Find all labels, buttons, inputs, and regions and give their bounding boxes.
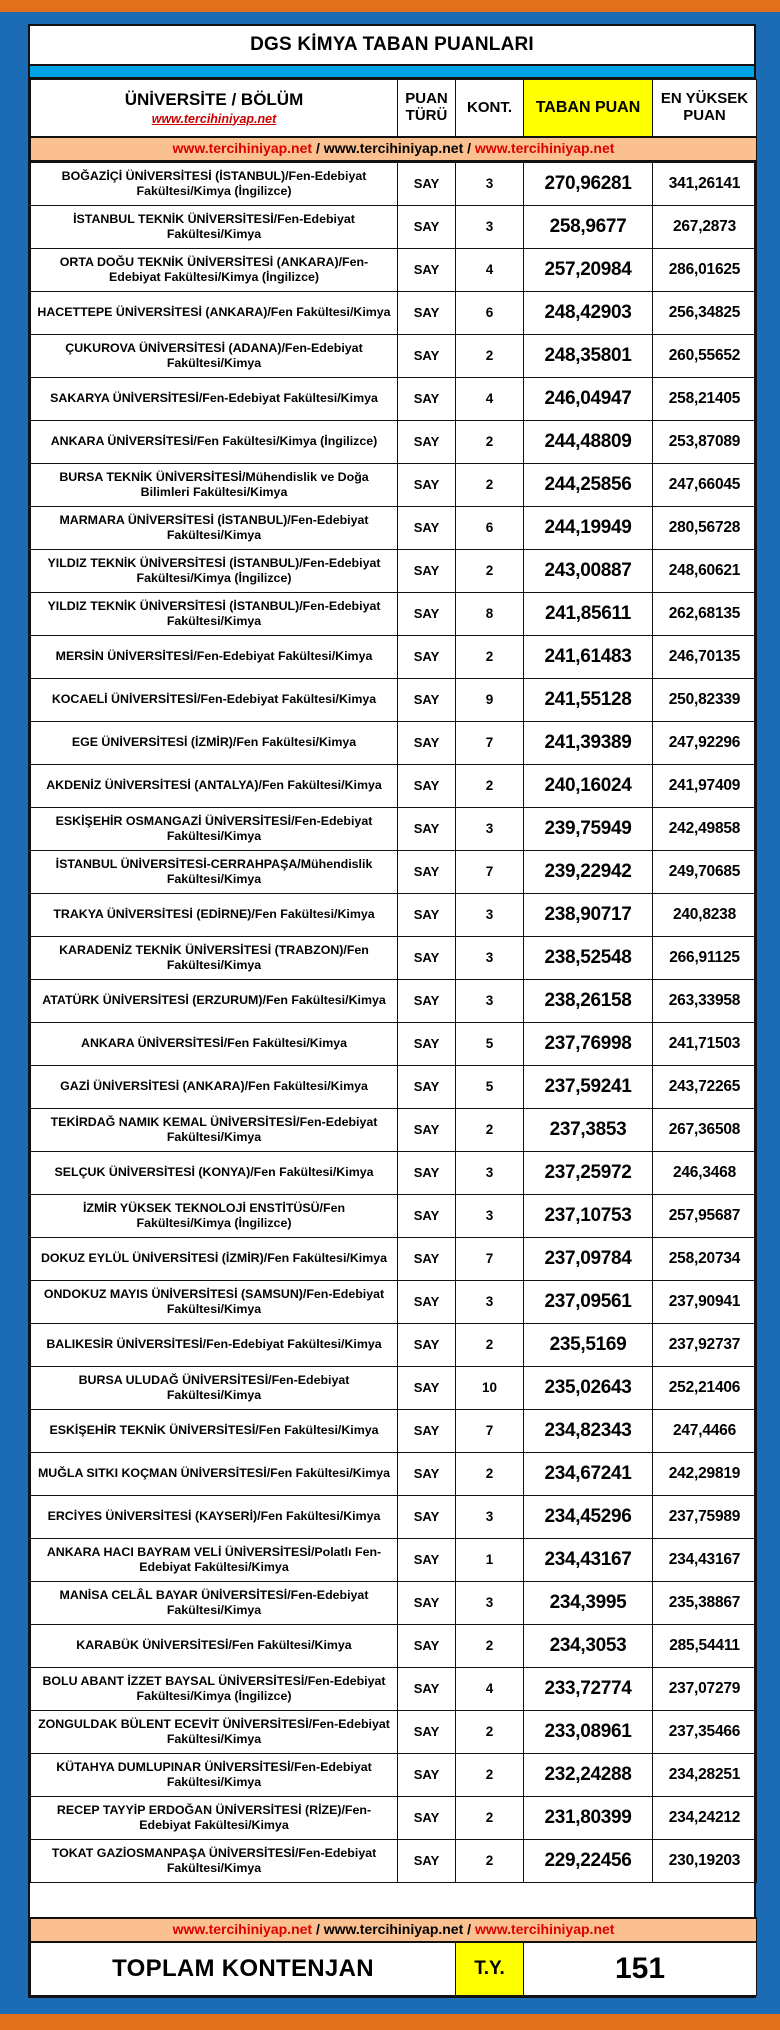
table-cell-university: ANKARA ÜNİVERSİTESİ/Fen Fakültesi/Kimya (İngilizce) (31, 421, 398, 464)
table-row (31, 1238, 757, 1281)
table-cell-university: AKDENİZ ÜNİVERSİTESİ (ANTALYA)/Fen Fakültesi/Kimya (31, 765, 398, 808)
table-cell-university: KARABÜK ÜNİVERSİTESİ/Fen Fakültesi/Kimya (31, 1625, 398, 1668)
table-cell-highest-score: 250,82339 (653, 679, 757, 722)
table-cell-highest-score: 267,2873 (653, 206, 757, 249)
table-cell-quota: 7 (456, 851, 524, 894)
table-cell-score-type: SAY (398, 980, 456, 1023)
table-cell-highest-score: 249,70685 (653, 851, 757, 894)
table-cell-score-type: SAY (398, 1668, 456, 1711)
table-cell-quota: 3 (456, 206, 524, 249)
table-row (31, 1324, 757, 1367)
table-cell-base-score: 239,75949 (524, 808, 653, 851)
table-cell-quota: 2 (456, 1625, 524, 1668)
table-cell-base-score: 235,5169 (524, 1324, 653, 1367)
cyan-divider (30, 66, 754, 79)
table-cell-base-score: 234,3053 (524, 1625, 653, 1668)
header-table (30, 79, 757, 162)
table-cell-highest-score: 242,29819 (653, 1453, 757, 1496)
table-cell-quota: 4 (456, 249, 524, 292)
table-cell-base-score: 237,09561 (524, 1281, 653, 1324)
table-row (31, 1195, 757, 1238)
table-cell-university: BURSA ULUDAĞ ÜNİVERSİTESİ/Fen-Edebiyat Fakültesi/Kimya (31, 1367, 398, 1410)
table-row (31, 163, 757, 206)
table-row (31, 593, 757, 636)
table-cell-score-type: SAY (398, 1238, 456, 1281)
table-cell-quota: 3 (456, 808, 524, 851)
table-cell-highest-score: 257,95687 (653, 1195, 757, 1238)
promo-banner-top-text (31, 137, 757, 161)
poster-inner (28, 24, 756, 1998)
table-cell-base-score: 234,82343 (524, 1410, 653, 1453)
table-cell-score-type: SAY (398, 851, 456, 894)
table-cell-score-type: SAY (398, 1324, 456, 1367)
table-cell-university: KOCAELİ ÜNİVERSİTESİ/Fen-Edebiyat Fakültesi/Kimya (31, 679, 398, 722)
table-cell-quota: 9 (456, 679, 524, 722)
table-cell-quota: 2 (456, 1109, 524, 1152)
table-cell-quota: 2 (456, 335, 524, 378)
table-cell-university: YILDIZ TEKNİK ÜNİVERSİTESİ (İSTANBUL)/Fen-Edebiyat Fakültesi/Kimya (31, 593, 398, 636)
table-cell-score-type: SAY (398, 421, 456, 464)
table-cell-university: İSTANBUL ÜNİVERSİTESİ-CERRAHPAŞA/Mühendislik Fakültesi/Kimya (31, 851, 398, 894)
table-cell-score-type: SAY (398, 765, 456, 808)
table-cell-base-score: 238,26158 (524, 980, 653, 1023)
table-row (31, 507, 757, 550)
table-cell-university: KÜTAHYA DUMLUPINAR ÜNİVERSİTESİ/Fen-Edebiyat Fakültesi/Kimya (31, 1754, 398, 1797)
table-cell-quota: 3 (456, 163, 524, 206)
column-header-university-label: ÜNİVERSİTE / BÖLÜM (124, 90, 304, 110)
table-cell-highest-score: 260,55652 (653, 335, 757, 378)
table-cell-highest-score: 242,49858 (653, 808, 757, 851)
table-cell-base-score: 237,76998 (524, 1023, 653, 1066)
table-cell-highest-score: 263,33958 (653, 980, 757, 1023)
table-cell-university: MUĞLA SITKI KOÇMAN ÜNİVERSİTESİ/Fen Fakültesi/Kimya (31, 1453, 398, 1496)
promo-banner-top (31, 137, 757, 161)
total-label: TOPLAM KONTENJAN (31, 1942, 456, 1996)
table-cell-base-score: 244,48809 (524, 421, 653, 464)
table-cell-quota: 7 (456, 1410, 524, 1453)
table-cell-score-type: SAY (398, 679, 456, 722)
table-row (31, 1367, 757, 1410)
column-header-site-link[interactable]: www.tercihiniyap.net (151, 111, 277, 126)
table-cell-quota: 2 (456, 1840, 524, 1883)
table-cell-highest-score: 267,36508 (653, 1109, 757, 1152)
table-cell-university: ONDOKUZ MAYIS ÜNİVERSİTESİ (SAMSUN)/Fen-Edebiyat Fakültesi/Kimya (31, 1281, 398, 1324)
table-cell-base-score: 234,45296 (524, 1496, 653, 1539)
table-cell-quota: 3 (456, 980, 524, 1023)
table-row (31, 851, 757, 894)
table-cell-score-type: SAY (398, 1797, 456, 1840)
table-cell-university: BURSA TEKNİK ÜNİVERSİTESİ/Mühendislik ve Doğa Bilimleri Fakültesi/Kimya (31, 464, 398, 507)
table-row (31, 1625, 757, 1668)
table-cell-score-type: SAY (398, 722, 456, 765)
table-cell-quota: 4 (456, 378, 524, 421)
column-header-highest-score: EN YÜKSEK PUAN (653, 80, 757, 138)
promo-sep-4: / (463, 1921, 475, 1938)
table-row (31, 679, 757, 722)
table-cell-university: YILDIZ TEKNİK ÜNİVERSİTESİ (İSTANBUL)/Fen-Edebiyat Fakültesi/Kimya (İngilizce) (31, 550, 398, 593)
table-cell-highest-score: 286,01625 (653, 249, 757, 292)
promo-link-4[interactable]: www.tercihiniyap.net (172, 1921, 313, 1938)
table-row (31, 1668, 757, 1711)
table-cell-quota: 3 (456, 1281, 524, 1324)
table-row (31, 1496, 757, 1539)
table-cell-score-type: SAY (398, 1410, 456, 1453)
table-cell-score-type: SAY (398, 1066, 456, 1109)
table-cell-highest-score: 234,28251 (653, 1754, 757, 1797)
table-cell-highest-score: 258,20734 (653, 1238, 757, 1281)
table-cell-score-type: SAY (398, 593, 456, 636)
table-cell-highest-score: 235,38867 (653, 1582, 757, 1625)
promo-banner-bottom (31, 1918, 757, 1942)
table-cell-score-type: SAY (398, 550, 456, 593)
table-cell-base-score: 232,24288 (524, 1754, 653, 1797)
table-cell-university: ANKARA HACI BAYRAM VELİ ÜNİVERSİTESİ/Polatlı Fen-Edebiyat Fakültesi/Kimya (31, 1539, 398, 1582)
table-row (31, 722, 757, 765)
table-cell-score-type: SAY (398, 1023, 456, 1066)
table-cell-highest-score: 258,21405 (653, 378, 757, 421)
table-cell-university: TEKİRDAĞ NAMIK KEMAL ÜNİVERSİTESİ/Fen-Edebiyat Fakültesi/Kimya (31, 1109, 398, 1152)
table-cell-highest-score: 247,4466 (653, 1410, 757, 1453)
table-cell-score-type: SAY (398, 1711, 456, 1754)
table-header-row (31, 80, 757, 138)
table-cell-score-type: SAY (398, 335, 456, 378)
table-cell-score-type: SAY (398, 206, 456, 249)
table-cell-quota: 2 (456, 636, 524, 679)
table-cell-highest-score: 230,19203 (653, 1840, 757, 1883)
table-cell-university: ÇUKUROVA ÜNİVERSİTESİ (ADANA)/Fen-Edebiyat Fakültesi/Kimya (31, 335, 398, 378)
table-cell-score-type: SAY (398, 1109, 456, 1152)
table-row (31, 765, 757, 808)
table-row (31, 937, 757, 980)
table-cell-base-score: 248,35801 (524, 335, 653, 378)
table-cell-base-score: 229,22456 (524, 1840, 653, 1883)
table-cell-quota: 5 (456, 1066, 524, 1109)
table-cell-highest-score: 234,43167 (653, 1539, 757, 1582)
table-cell-score-type: SAY (398, 1195, 456, 1238)
table-row (31, 808, 757, 851)
table-cell-score-type: SAY (398, 507, 456, 550)
table-cell-highest-score: 285,54411 (653, 1625, 757, 1668)
table-cell-base-score: 238,52548 (524, 937, 653, 980)
table-cell-university: DOKUZ EYLÜL ÜNİVERSİTESİ (İZMİR)/Fen Fakültesi/Kimya (31, 1238, 398, 1281)
table-cell-university: BOĞAZİÇİ ÜNİVERSİTESİ (İSTANBUL)/Fen-Edebiyat Fakültesi/Kimya (İngilizce) (31, 163, 398, 206)
table-cell-quota: 7 (456, 722, 524, 765)
table-cell-university: ZONGULDAK BÜLENT ECEVİT ÜNİVERSİTESİ/Fen-Edebiyat Fakültesi/Kimya (31, 1711, 398, 1754)
table-row (31, 1797, 757, 1840)
table-cell-highest-score: 237,35466 (653, 1711, 757, 1754)
table-row (31, 1023, 757, 1066)
column-header-university (31, 80, 398, 138)
table-cell-base-score: 233,72774 (524, 1668, 653, 1711)
table-cell-base-score: 231,80399 (524, 1797, 653, 1840)
table-cell-highest-score: 241,71503 (653, 1023, 757, 1066)
table-cell-highest-score: 237,75989 (653, 1496, 757, 1539)
table-cell-base-score: 241,55128 (524, 679, 653, 722)
table-cell-university: SAKARYA ÜNİVERSİTESİ/Fen-Edebiyat Fakültesi/Kimya (31, 378, 398, 421)
footer-table (30, 1917, 757, 1996)
table-cell-base-score: 239,22942 (524, 851, 653, 894)
table-cell-quota: 2 (456, 1711, 524, 1754)
table-row (31, 1711, 757, 1754)
table-cell-university: KARADENİZ TEKNİK ÜNİVERSİTESİ (TRABZON)/Fen Fakültesi/Kimya (31, 937, 398, 980)
table-cell-score-type: SAY (398, 1496, 456, 1539)
table-cell-base-score: 237,25972 (524, 1152, 653, 1195)
table-header-wrap (30, 79, 754, 162)
data-rows (31, 163, 757, 1883)
table-footer-wrap (30, 1917, 754, 1996)
table-cell-university: ESKİŞEHİR OSMANGAZİ ÜNİVERSİTESİ/Fen-Edebiyat Fakültesi/Kimya (31, 808, 398, 851)
table-cell-university: TOKAT GAZİOSMANPAŞA ÜNİVERSİTESİ/Fen-Edebiyat Fakültesi/Kimya (31, 1840, 398, 1883)
table-cell-university: MERSİN ÜNİVERSİTESİ/Fen-Edebiyat Fakültesi/Kimya (31, 636, 398, 679)
table-cell-base-score: 240,16024 (524, 765, 653, 808)
table-row (31, 1410, 757, 1453)
promo-banner-bottom-text (31, 1918, 757, 1942)
table-cell-base-score: 235,02643 (524, 1367, 653, 1410)
table-cell-quota: 8 (456, 593, 524, 636)
table-cell-score-type: SAY (398, 249, 456, 292)
table-cell-university: MANİSA CELÂL BAYAR ÜNİVERSİTESİ/Fen-Edebiyat Fakültesi/Kimya (31, 1582, 398, 1625)
table-row (31, 1582, 757, 1625)
table-row (31, 1754, 757, 1797)
table-row (31, 1539, 757, 1582)
table-cell-highest-score: 243,72265 (653, 1066, 757, 1109)
table-cell-base-score: 238,90717 (524, 894, 653, 937)
table-cell-quota: 2 (456, 550, 524, 593)
table-cell-highest-score: 252,21406 (653, 1367, 757, 1410)
table-cell-quota: 3 (456, 1496, 524, 1539)
table-row (31, 1453, 757, 1496)
promo-link-2[interactable]: www.tercihiniyap.net (323, 140, 464, 157)
table-cell-highest-score: 247,92296 (653, 722, 757, 765)
table-cell-highest-score: 253,87089 (653, 421, 757, 464)
table-cell-quota: 2 (456, 1754, 524, 1797)
table-cell-highest-score: 247,66045 (653, 464, 757, 507)
table-row (31, 550, 757, 593)
table-cell-quota: 3 (456, 1582, 524, 1625)
table-cell-quota: 4 (456, 1668, 524, 1711)
table-cell-score-type: SAY (398, 1281, 456, 1324)
table-cell-base-score: 237,3853 (524, 1109, 653, 1152)
table-cell-base-score: 244,25856 (524, 464, 653, 507)
table-cell-quota: 7 (456, 1238, 524, 1281)
table-cell-highest-score: 256,34825 (653, 292, 757, 335)
table-cell-university: İZMİR YÜKSEK TEKNOLOJİ ENSTİTÜSÜ/Fen Fakültesi/Kimya (İngilizce) (31, 1195, 398, 1238)
promo-link-3[interactable]: www.tercihiniyap.net (474, 140, 615, 157)
table-cell-score-type: SAY (398, 1539, 456, 1582)
table-row (31, 206, 757, 249)
table-cell-score-type: SAY (398, 464, 456, 507)
table-cell-base-score: 234,3995 (524, 1582, 653, 1625)
table-cell-base-score: 244,19949 (524, 507, 653, 550)
table-cell-score-type: SAY (398, 937, 456, 980)
table-cell-quota: 3 (456, 1195, 524, 1238)
table-cell-university: ATATÜRK ÜNİVERSİTESİ (ERZURUM)/Fen Fakültesi/Kimya (31, 980, 398, 1023)
table-cell-score-type: SAY (398, 1582, 456, 1625)
table-row (31, 1109, 757, 1152)
table-cell-quota: 2 (456, 1324, 524, 1367)
promo-link-5[interactable]: www.tercihiniyap.net (323, 1921, 464, 1938)
table-cell-highest-score: 280,56728 (653, 507, 757, 550)
column-header-score-type: PUAN TÜRÜ (398, 80, 456, 138)
table-cell-quota: 2 (456, 1797, 524, 1840)
table-cell-score-type: SAY (398, 292, 456, 335)
table-cell-base-score: 243,00887 (524, 550, 653, 593)
table-cell-highest-score: 262,68135 (653, 593, 757, 636)
table-cell-highest-score: 240,8238 (653, 894, 757, 937)
table-cell-quota: 3 (456, 937, 524, 980)
table-cell-university: İSTANBUL TEKNİK ÜNİVERSİTESİ/Fen-Edebiyat Fakültesi/Kimya (31, 206, 398, 249)
table-cell-highest-score: 341,26141 (653, 163, 757, 206)
table-cell-highest-score: 241,97409 (653, 765, 757, 808)
promo-sep-1: / (312, 140, 324, 157)
table-cell-score-type: SAY (398, 1367, 456, 1410)
table-cell-university: BOLU ABANT İZZET BAYSAL ÜNİVERSİTESİ/Fen-Edebiyat Fakültesi/Kimya (İngilizce) (31, 1668, 398, 1711)
table-cell-highest-score: 237,92737 (653, 1324, 757, 1367)
table-cell-highest-score: 246,3468 (653, 1152, 757, 1195)
table-cell-score-type: SAY (398, 1625, 456, 1668)
table-cell-quota: 5 (456, 1023, 524, 1066)
table-cell-highest-score: 248,60621 (653, 550, 757, 593)
table-cell-quota: 2 (456, 765, 524, 808)
table-cell-base-score: 237,59241 (524, 1066, 653, 1109)
table-cell-university: GAZİ ÜNİVERSİTESİ (ANKARA)/Fen Fakültesi/Kimya (31, 1066, 398, 1109)
table-cell-quota: 3 (456, 894, 524, 937)
table-cell-base-score: 234,43167 (524, 1539, 653, 1582)
table-cell-base-score: 246,04947 (524, 378, 653, 421)
table-row (31, 292, 757, 335)
promo-sep-3: / (312, 1921, 324, 1938)
table-cell-score-type: SAY (398, 1840, 456, 1883)
table-cell-base-score: 248,42903 (524, 292, 653, 335)
table-cell-university: ERCİYES ÜNİVERSİTESİ (KAYSERİ)/Fen Fakültesi/Kimya (31, 1496, 398, 1539)
table-cell-base-score: 241,39389 (524, 722, 653, 765)
table-cell-score-type: SAY (398, 163, 456, 206)
table-cell-base-score: 241,61483 (524, 636, 653, 679)
table-row (31, 421, 757, 464)
table-cell-university: ORTA DOĞU TEKNİK ÜNİVERSİTESİ (ANKARA)/Fen-Edebiyat Fakültesi/Kimya (İngilizce) (31, 249, 398, 292)
table-cell-base-score: 257,20984 (524, 249, 653, 292)
total-row (31, 1942, 757, 1996)
table-cell-university: EGE ÜNİVERSİTESİ (İZMİR)/Fen Fakültesi/Kimya (31, 722, 398, 765)
table-cell-university: ANKARA ÜNİVERSİTESİ/Fen Fakültesi/Kimya (31, 1023, 398, 1066)
table-row (31, 1840, 757, 1883)
table-row (31, 894, 757, 937)
table-cell-quota: 2 (456, 1453, 524, 1496)
table-cell-university: RECEP TAYYİP ERDOĞAN ÜNİVERSİTESİ (RİZE)/Fen-Edebiyat Fakültesi/Kimya (31, 1797, 398, 1840)
table-cell-score-type: SAY (398, 808, 456, 851)
table-row (31, 464, 757, 507)
table-cell-base-score: 234,67241 (524, 1453, 653, 1496)
table-cell-base-score: 233,08961 (524, 1711, 653, 1754)
table-cell-base-score: 270,96281 (524, 163, 653, 206)
table-cell-base-score: 237,10753 (524, 1195, 653, 1238)
table-cell-university: HACETTEPE ÜNİVERSİTESİ (ANKARA)/Fen Fakültesi/Kimya (31, 292, 398, 335)
table-cell-university: BALIKESİR ÜNİVERSİTESİ/Fen-Edebiyat Fakültesi/Kimya (31, 1324, 398, 1367)
promo-link-6[interactable]: www.tercihiniyap.net (474, 1921, 615, 1938)
table-cell-quota: 1 (456, 1539, 524, 1582)
table-row (31, 636, 757, 679)
table-cell-score-type: SAY (398, 1754, 456, 1797)
table-cell-university: TRAKYA ÜNİVERSİTESİ (EDİRNE)/Fen Fakültesi/Kimya (31, 894, 398, 937)
table-cell-quota: 2 (456, 421, 524, 464)
column-header-quota: KONT. (456, 80, 524, 138)
table-row (31, 1066, 757, 1109)
table-cell-university: MARMARA ÜNİVERSİTESİ (İSTANBUL)/Fen-Edebiyat Fakültesi/Kimya (31, 507, 398, 550)
table-body-wrap (30, 162, 754, 1917)
table-cell-base-score: 237,09784 (524, 1238, 653, 1281)
table-cell-university: SELÇUK ÜNİVERSİTESİ (KONYA)/Fen Fakültesi/Kimya (31, 1152, 398, 1195)
table-cell-highest-score: 234,24212 (653, 1797, 757, 1840)
table-cell-score-type: SAY (398, 1453, 456, 1496)
table-cell-highest-score: 266,91125 (653, 937, 757, 980)
table-row (31, 335, 757, 378)
table-cell-quota: 6 (456, 507, 524, 550)
table-cell-university: ESKİŞEHİR TEKNİK ÜNİVERSİTESİ/Fen Fakültesi/Kimya (31, 1410, 398, 1453)
table-cell-highest-score: 237,07279 (653, 1668, 757, 1711)
table-cell-quota: 10 (456, 1367, 524, 1410)
table-row (31, 1281, 757, 1324)
table-cell-score-type: SAY (398, 378, 456, 421)
table-row (31, 1152, 757, 1195)
table-row (31, 980, 757, 1023)
table-row (31, 378, 757, 421)
promo-sep-2: / (463, 140, 475, 157)
promo-link-1[interactable]: www.tercihiniyap.net (172, 140, 313, 157)
table-cell-base-score: 258,9677 (524, 206, 653, 249)
table-cell-quota: 6 (456, 292, 524, 335)
table-cell-highest-score: 237,90941 (653, 1281, 757, 1324)
table-cell-score-type: SAY (398, 636, 456, 679)
table-cell-score-type: SAY (398, 1152, 456, 1195)
table-cell-score-type: SAY (398, 894, 456, 937)
table-row (31, 249, 757, 292)
table-cell-quota: 3 (456, 1152, 524, 1195)
data-table (30, 162, 757, 1883)
total-score-type: T.Y. (456, 1942, 524, 1996)
column-header-base-score: TABAN PUAN (524, 80, 653, 138)
page-title: DGS KİMYA TABAN PUANLARI (30, 26, 754, 66)
table-cell-quota: 2 (456, 464, 524, 507)
total-value: 151 (524, 1942, 757, 1996)
table-cell-base-score: 241,85611 (524, 593, 653, 636)
table-cell-highest-score: 246,70135 (653, 636, 757, 679)
